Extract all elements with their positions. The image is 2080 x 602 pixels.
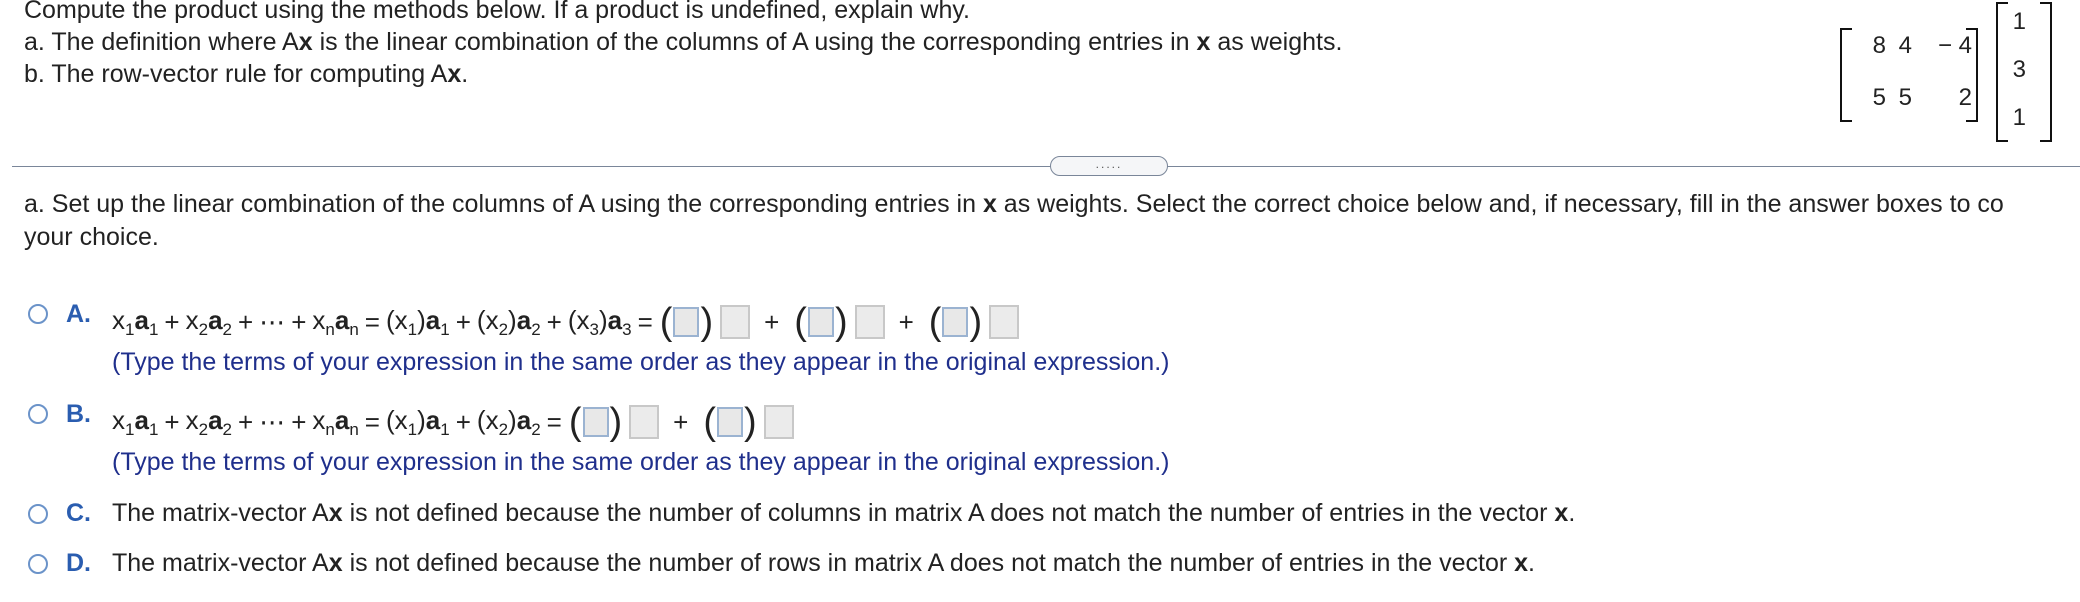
choice-c-letter: C. [66,499,91,527]
choice-d-radio[interactable] [28,554,48,574]
vector-x-cell: 3 [2012,56,2026,83]
choice-a-radio[interactable] [28,304,48,324]
choice-a-column-1-input[interactable] [720,305,750,339]
choice-b-expression: $x_1a_1$ + $x_2a_2$ + ⋯ + $x_na_n$ = $(x_1)a_1$ + $(x_2)a_2$ = ( ) + ( ) [112,402,794,442]
choice-a-column-2-input[interactable] [855,305,885,339]
matrix-a-cell: 8 [1872,32,1886,59]
choice-b-column-2-input[interactable] [764,405,794,439]
section-divider [12,166,2080,167]
matrix-a-cell: 4 [1898,32,1912,59]
choice-a-letter: A. [66,300,91,328]
choice-a-weight-2-input[interactable] [808,307,834,337]
question-part-b: b. The row-vector rule for computing Ax. [24,60,469,88]
matrix-a-cell: 5 [1872,84,1886,111]
choice-b-radio[interactable] [28,404,48,424]
choice-a-column-3-input[interactable] [989,305,1019,339]
divider-grip[interactable]: ..... [1050,156,1168,176]
matrix-a-cell: − 4 [1937,32,1972,59]
choice-a-hint: (Type the terms of your expression in the same order as they appear in the original expression.) [112,348,1170,376]
part-a-instruction-cont: your choice. [24,223,159,251]
question-part-a: a. The definition where Ax is the linear combination of the columns of A using the corresponding entries in x as weights. [24,28,1343,56]
choice-a-weight-1-input[interactable] [673,307,699,337]
part-a-instruction: a. Set up the linear combination of the columns of A using the corresponding entries in x as weights. Select the correct choice below and, if necessary, fill in the answer boxes to co [24,190,2004,218]
vector-x-cell: 1 [2012,8,2026,35]
choice-c-radio[interactable] [28,504,48,524]
vector-x-cell: 1 [2012,104,2026,131]
choice-c-text: The matrix-vector Ax is not defined because the number of columns in matrix A does not match the number of entries in the vector x. [112,499,1576,527]
choice-a-expression: $x_1a_1$ + $x_2a_2$ + ⋯ + $x_na_n$ = $(x_1)a_1$ + $(x_2)a_2$ + $(x_3)a_3$ = ( ) + ( ) + ( ) [112,302,1019,342]
choice-b-hint: (Type the terms of your expression in the same order as they appear in the original expression.) [112,448,1170,476]
choice-b-weight-2-input[interactable] [717,407,743,437]
choice-b-column-1-input[interactable] [629,405,659,439]
choice-a-weight-3-input[interactable] [942,307,968,337]
matrix-a-cell: 5 [1898,84,1912,111]
question-intro: Compute the product using the methods below. If a product is undefined, explain why. [24,0,970,24]
choice-b-weight-1-input[interactable] [583,407,609,437]
matrix-a-cell: 2 [1958,84,1972,111]
choice-b-letter: B. [66,400,91,428]
choice-d-letter: D. [66,549,91,577]
choice-d-text: The matrix-vector Ax is not defined because the number of rows in matrix A does not match the number of entries in the vector x. [112,549,1535,577]
